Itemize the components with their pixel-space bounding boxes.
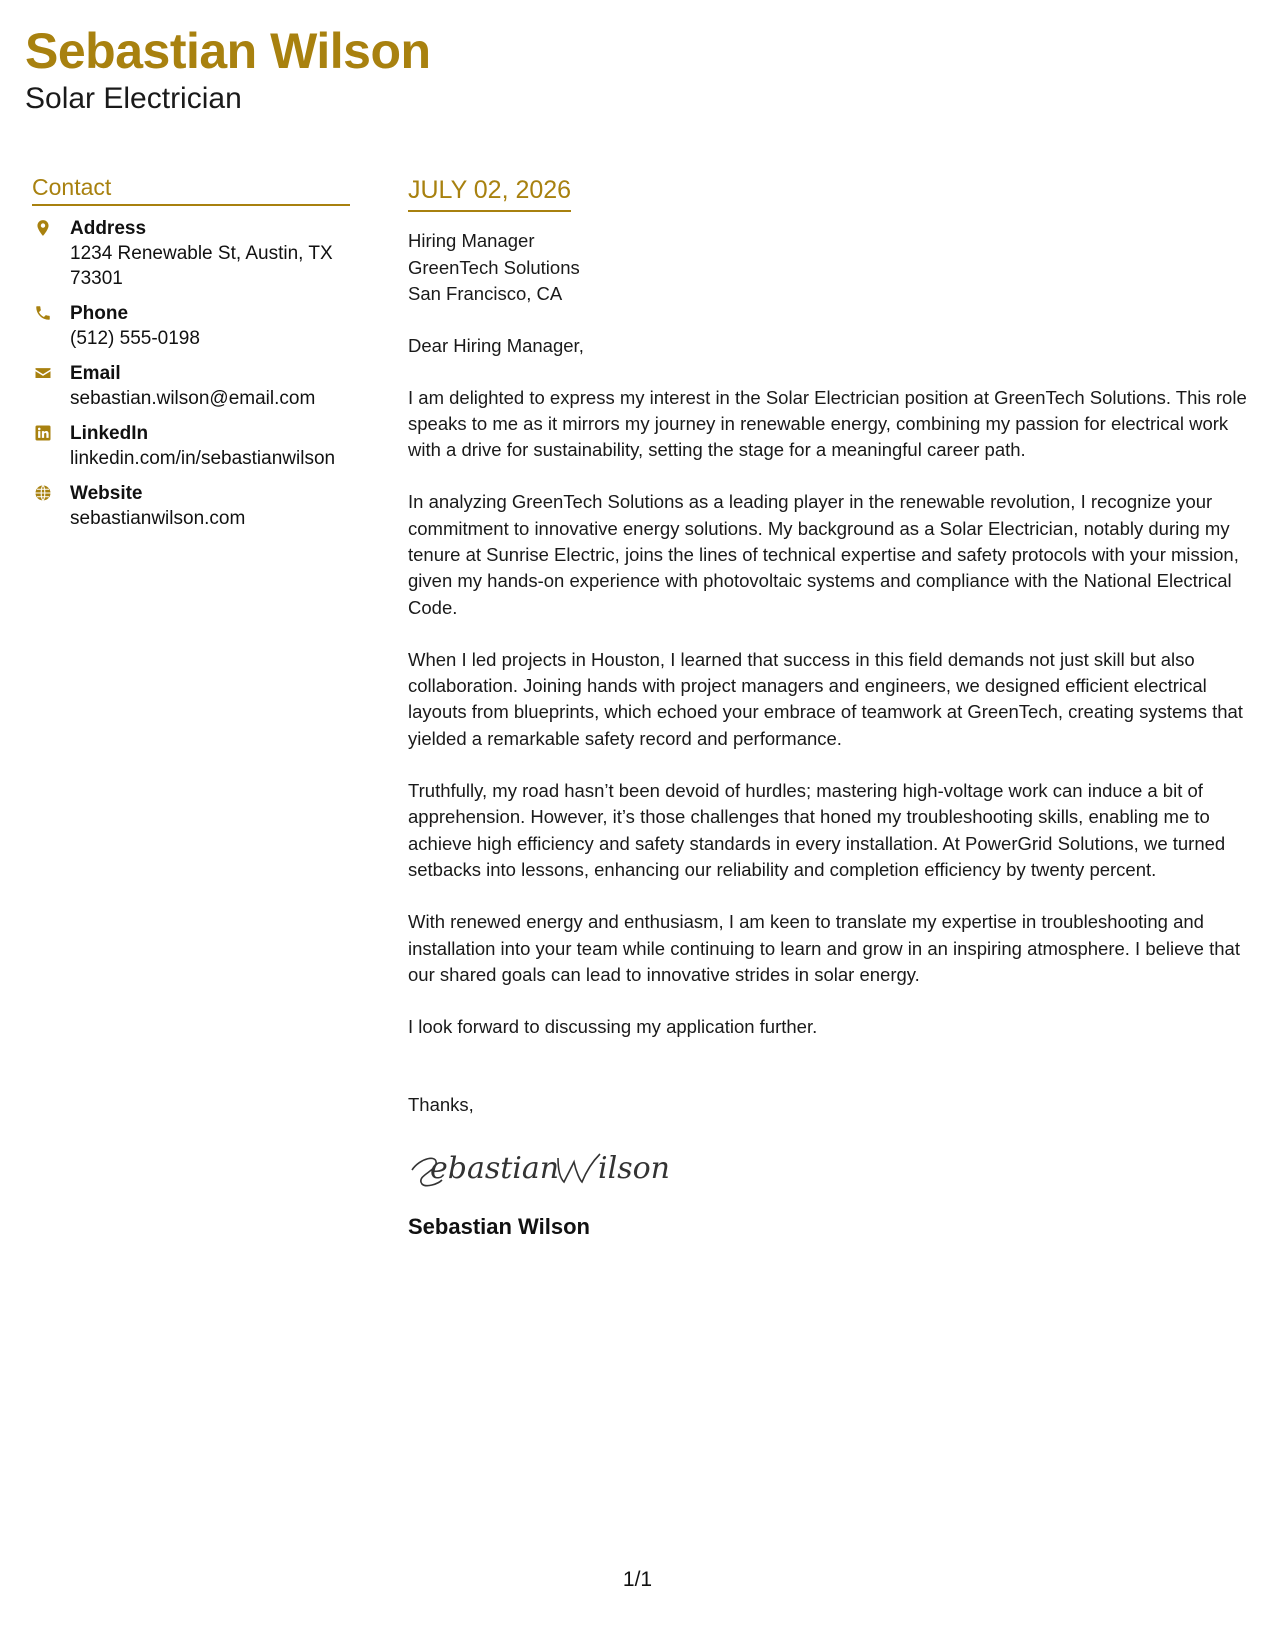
closing: Thanks, [408,1094,474,1116]
contact-item-email [32,361,352,411]
paragraph: I am delighted to express my interest in the Solar Electrician position at GreenTech Solutions. This role speaks to me as it mirrors my journey in renewable energy, combining my passion for electrical work with a drive for sustainability, setting the stage for a meaningful career path. [408,386,1247,461]
contact-item-linkedin [32,421,352,471]
page-number: 1/1 [622,1568,653,1591]
paragraph: With renewed energy and enthusiasm, I am keen to translate my expertise in troubleshooting and installation into your team while continuing to learn and grow in an inspiring atmosphere. I believe that our shared goals can lead to innovative strides in solar energy. [408,911,1240,985]
paragraph: In analyzing GreenTech Solutions as a leading player in the renewable revolution, I recognize your commitment to innovative energy solutions. My background as a Solar Electrician, notably during my tenure at Sunrise Electric, joins the lines of technical expertise and safety protocols with your mission, given my hands-on experience with photovoltaic systems and compliance with the National Electrical Code. [408,491,1239,618]
contact-item-address [32,216,352,291]
contact-label-phone: Phone [70,303,129,324]
contact-value-website: sebastianwilson.com [70,508,246,529]
phone-icon [34,304,52,322]
letter-body [408,172,1248,1242]
svg-text:ilson: ilson [598,1151,670,1187]
contact-item-phone [32,301,352,351]
contact-sidebar [32,172,352,531]
contact-label-address: Address [70,218,147,239]
globe-icon [34,484,52,502]
map-pin-icon [34,219,52,237]
recipient-block [408,228,1248,308]
letter-date: JULY 02, 2026 [408,172,571,212]
contact-label-email: Email [70,363,121,384]
applicant-role: Solar Electrician [25,82,242,115]
contact-value-linkedin: linkedin.com/in/sebastianwilson [70,448,336,469]
contact-label-linkedin: LinkedIn [70,423,149,444]
signed-name: Sebastian Wilson [408,1214,590,1240]
contact-value-address: 1234 Renewable St, Austin, TX 73301 [70,243,333,289]
recipient-company: GreenTech Solutions [408,256,580,278]
recipient-title: Hiring Manager [408,230,535,251]
svg-text:ebastian: ebastian [430,1151,560,1187]
contact-value-phone: (512) 555-0198 [70,328,200,349]
paragraph: When I led projects in Houston, I learned that success in this field demands not just skill but also collaboration. Joining hands with project managers and engineers, we designed efficient electrical layouts from blueprints, which echoed your embrace of teamwork at GreenTech, creating systems that yielded a remarkable safety record and performance. [408,648,1243,749]
paragraph: Truthfully, my road hasn’t been devoid of hurdles; mastering high-voltage work can induce a bit of apprehension. However, it’s those challenges that honed my troubleshooting skills, enabling me to achieve high efficiency and safety standards in every installation. At PowerGrid Solutions, we turned setbacks into lessons, enhancing our reliability and completion efficiency by twenty percent. [408,780,1226,880]
greeting: Dear Hiring Manager, [408,334,584,356]
recipient-location: San Francisco, CA [408,283,563,304]
paragraph: I look forward to discussing my application further. [408,1016,818,1038]
envelope-icon [34,364,52,382]
applicant-name: Sebastian Wilson [25,23,431,79]
handwritten-signature [408,1140,1248,1192]
contact-value-email: sebastian.wilson@email.com [70,388,316,409]
contact-item-website [32,481,352,531]
contact-label-website: Website [70,483,143,504]
linkedin-icon [34,424,52,442]
contact-heading: Contact [32,172,350,206]
